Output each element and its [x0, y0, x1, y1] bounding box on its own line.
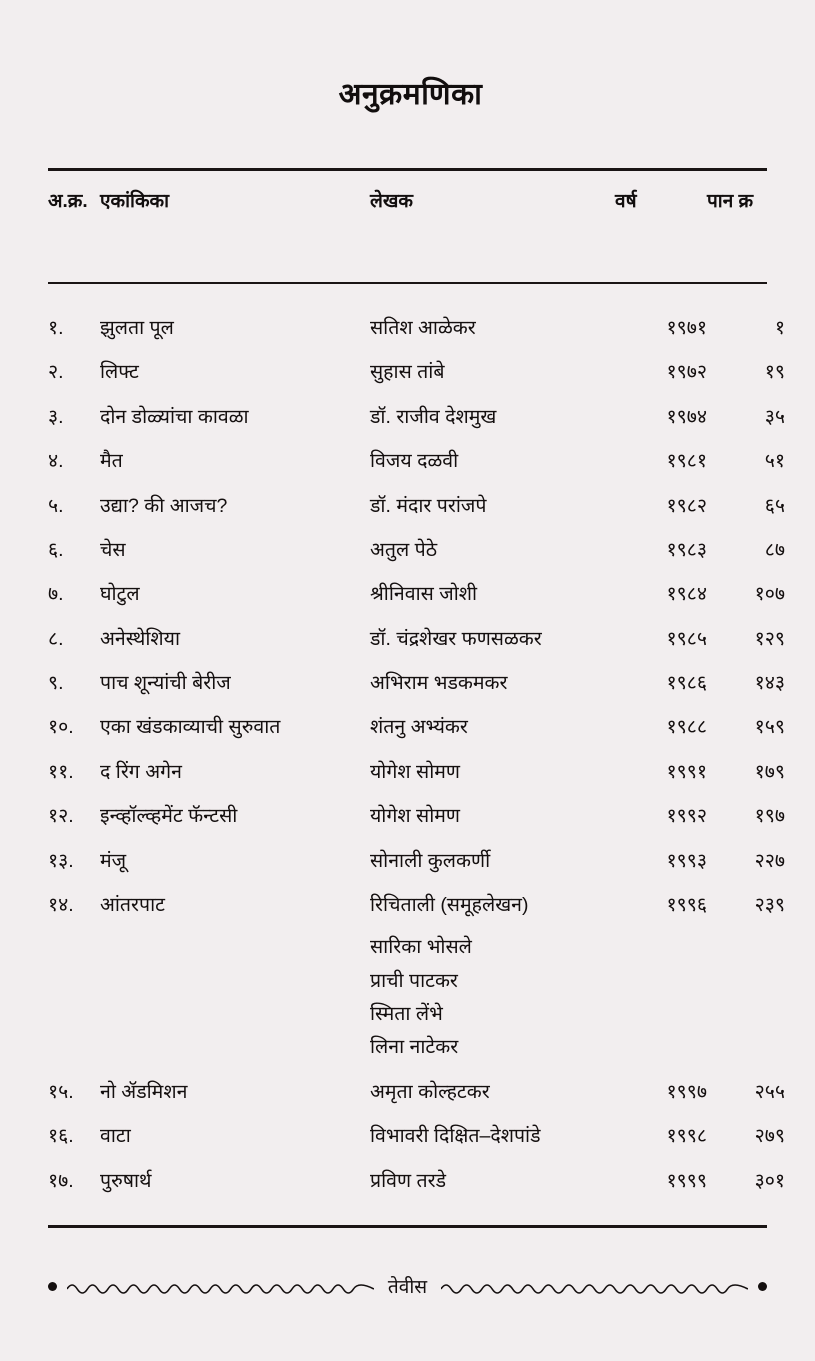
table-row[interactable] [48, 839, 785, 883]
row-year: १९८५ [666, 627, 707, 650]
row-page: ६५ [764, 494, 785, 517]
row-year: १९८६ [666, 672, 707, 694]
table-header-row [48, 171, 785, 227]
row-author: श्रीनिवास जोशी [370, 583, 478, 606]
row-number: ८. [48, 627, 64, 650]
row-year: १९९६ [666, 893, 707, 916]
table-row[interactable] [48, 750, 785, 794]
row-author-group [370, 883, 615, 1070]
row-page: १०७ [754, 583, 785, 606]
table-row[interactable] [48, 661, 785, 705]
table-row[interactable] [48, 883, 785, 1070]
row-number: ५. [48, 494, 64, 517]
row-author: डॉ. चंद्रशेखर फणसळकर [370, 627, 542, 650]
row-title: घोटुल [100, 583, 140, 606]
row-year: १९७१ [666, 317, 707, 339]
table-row[interactable] [48, 705, 785, 749]
row-year: १९९३ [666, 849, 707, 872]
table-row[interactable] [48, 794, 785, 838]
table-bottom-rule [48, 1225, 767, 1228]
spacer [48, 284, 767, 306]
row-number: २. [48, 361, 64, 384]
footer-dot-right-icon [758, 1282, 767, 1291]
row-page: ५१ [764, 450, 785, 473]
row-author: प्रविण तरडे [370, 1169, 447, 1192]
co-author: स्मिता लेंभे [370, 1003, 443, 1025]
row-year: १९८४ [666, 583, 707, 606]
column-header-title: एकांकिका [100, 191, 170, 212]
row-title: नो ॲडमिशन [100, 1080, 188, 1103]
table-row[interactable] [48, 1159, 785, 1203]
row-author: अभिराम भडकमकर [370, 672, 508, 694]
row-author: अमृता कोल्हटकर [370, 1080, 490, 1103]
row-title: दोन डोळ्यांचा कावळा [100, 405, 249, 428]
row-author: योगेश सोमण [370, 805, 461, 828]
row-title: पुरुषार्थ [100, 1169, 152, 1192]
row-author: सतिश आळेकर [370, 317, 476, 339]
co-author: सारिका भोसले [370, 936, 472, 959]
page-footer [48, 1273, 767, 1299]
row-number: ११. [48, 760, 74, 783]
table-row[interactable] [48, 617, 785, 661]
table-of-contents-body [48, 306, 785, 1203]
row-title: पाच शून्यांची बेरीज [100, 672, 231, 694]
row-number: ३. [48, 405, 64, 428]
co-authors-list [370, 926, 615, 1060]
row-number: ९. [48, 672, 64, 694]
row-title: एका खंडकाव्याची सुरुवात [100, 716, 281, 739]
table-row[interactable] [48, 350, 785, 394]
row-number: १. [48, 317, 64, 339]
row-title: मंजू [100, 849, 127, 872]
row-author: सोनाली कुलकर्णी [370, 849, 491, 872]
row-number: ६. [48, 538, 64, 561]
row-page: २५५ [754, 1080, 785, 1103]
row-year: १९८८ [666, 716, 707, 739]
row-author: अतुल पेठे [370, 538, 438, 561]
row-author: रिचिताली (समूहलेखन) [370, 893, 529, 916]
row-title: इन्व्हॉल्व्हमेंट फॅन्टसी [100, 805, 238, 828]
table-row[interactable] [48, 1070, 785, 1114]
row-year: १९९१ [666, 760, 707, 783]
column-header-number: अ.क्र. [48, 191, 88, 212]
footer-dot-left-icon [48, 1282, 57, 1291]
row-number: १६. [48, 1125, 74, 1148]
row-author: विजय दळवी [370, 450, 459, 473]
co-author: लिना नाटेकर [370, 1036, 459, 1059]
row-title: लिफ्ट [100, 361, 139, 384]
row-page: १४३ [754, 672, 785, 694]
row-page: ३०१ [754, 1169, 785, 1192]
row-author: विभावरी दिक्षित–देशपांडे [370, 1125, 541, 1148]
row-year: १९७४ [666, 405, 707, 428]
table-row[interactable] [48, 306, 785, 350]
row-title: अनेस्थेशिया [100, 627, 181, 650]
row-page: ३५ [764, 405, 785, 428]
table-row[interactable] [48, 572, 785, 616]
row-author: शंतनु अभ्यंकर [370, 716, 468, 739]
row-number: १७. [48, 1169, 74, 1192]
row-page: २३९ [754, 893, 785, 916]
row-author: डॉ. राजीव देशमुख [370, 405, 497, 428]
co-author: प्राची पाटकर [370, 969, 458, 992]
row-year: १९९२ [666, 805, 707, 828]
row-year: १९९७ [666, 1080, 707, 1103]
row-year: १९७२ [666, 361, 707, 384]
row-number: १४. [48, 893, 74, 916]
footer-page-number: तेवीस [387, 1277, 428, 1298]
footer-squiggle-left-icon [67, 1278, 374, 1294]
column-header-author: लेखक [370, 191, 414, 212]
row-page: ८७ [764, 538, 785, 561]
table-body [48, 306, 785, 1203]
table-of-contents [48, 171, 785, 227]
row-number: १२. [48, 805, 74, 828]
row-year: १९८१ [666, 450, 707, 473]
row-page: १९ [764, 361, 785, 384]
table-row[interactable] [48, 528, 785, 572]
row-number: ४. [48, 450, 64, 473]
row-number: १३. [48, 849, 74, 872]
row-author: डॉ. मंदार परांजपे [370, 494, 487, 517]
row-year: १९९८ [666, 1125, 707, 1148]
row-title: उद्या? की आजच? [100, 494, 228, 517]
row-title: वाटा [100, 1125, 131, 1148]
row-year: १९८३ [666, 538, 707, 561]
column-header-page: पान क्र [707, 191, 754, 212]
row-number: १५. [48, 1080, 74, 1103]
row-page: २७९ [754, 1125, 785, 1148]
table-row[interactable] [48, 1114, 785, 1158]
row-title: चेस [100, 538, 126, 561]
row-page: १९७ [754, 805, 785, 828]
row-year: १९८२ [666, 494, 707, 517]
row-year: १९९९ [666, 1169, 707, 1192]
row-title: झुलता पूल [100, 317, 174, 339]
footer-squiggle-right-icon [441, 1278, 748, 1294]
row-author: सुहास तांबे [370, 361, 445, 384]
row-author: योगेश सोमण [370, 760, 461, 783]
row-page: १५९ [754, 716, 785, 739]
table-row[interactable] [48, 439, 785, 483]
row-title: द रिंग अगेन [100, 760, 182, 783]
row-page: १७९ [754, 760, 785, 783]
column-header-year: वर्ष [615, 191, 637, 212]
row-page: १ [774, 317, 785, 339]
table-row[interactable] [48, 395, 785, 439]
row-number: ७. [48, 583, 64, 606]
row-number: १०. [48, 716, 74, 739]
row-title: आंतरपाट [100, 893, 165, 916]
row-page: १२९ [754, 627, 785, 650]
table-row[interactable] [48, 484, 785, 528]
page-title: अनुक्रमणिका [338, 78, 483, 111]
row-title: मैत [100, 450, 123, 473]
row-page: २२७ [754, 849, 785, 872]
